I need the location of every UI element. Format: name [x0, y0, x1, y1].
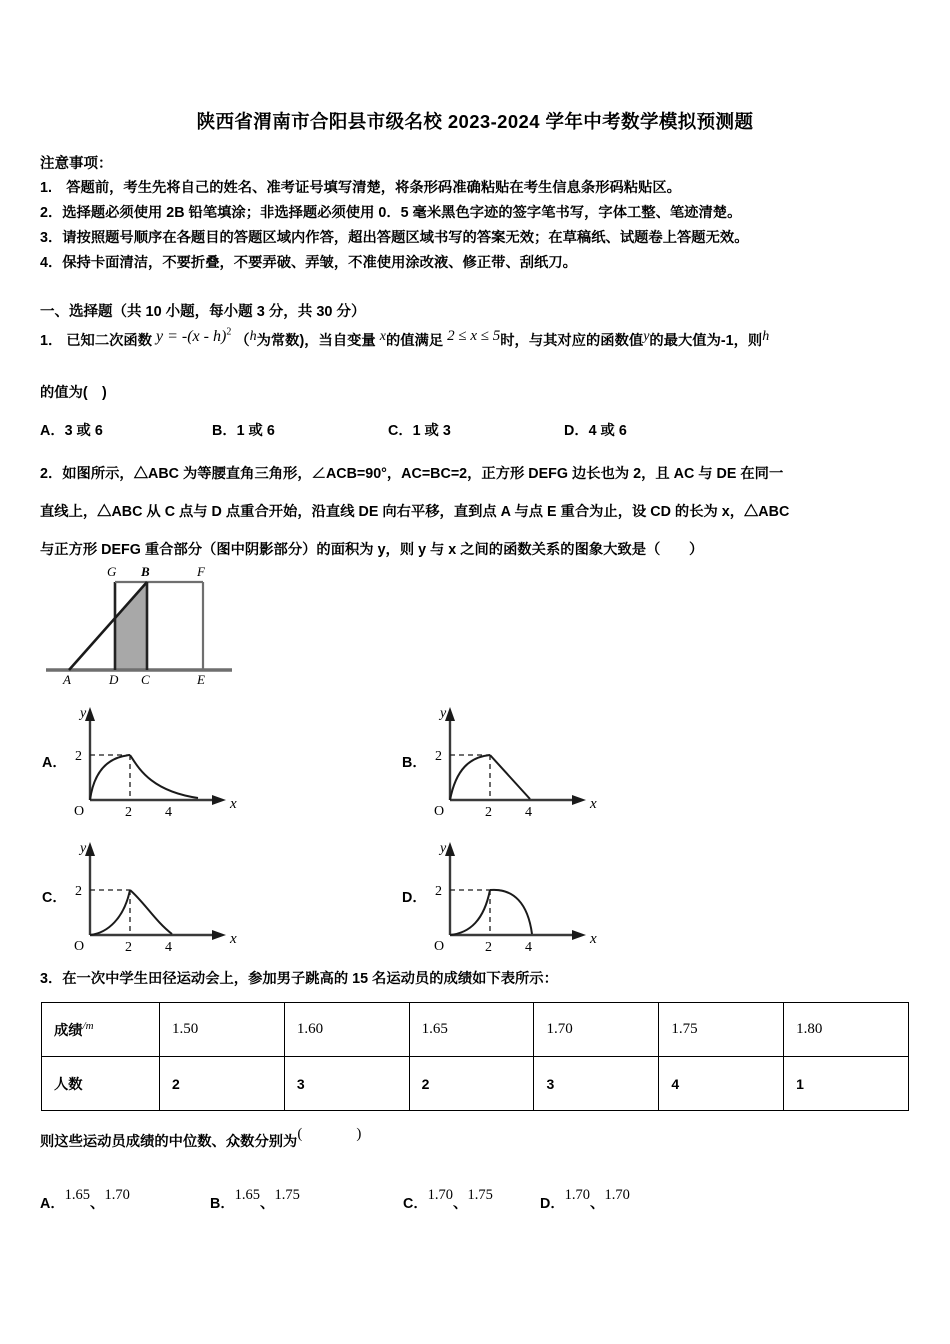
q3-option-b-mode: 1.75	[274, 1187, 300, 1203]
q2-line-2: 直线上，△ABC 从 C 点与 D 点重合开始，沿直线 DE 向右平移，直到点 A 与点 E 重合为止，设 CD 的长为 x，△ABC	[40, 504, 790, 520]
count-cell: 1	[784, 1057, 909, 1111]
q1-text-b: （	[235, 333, 250, 349]
q1-condition: 2 ≤ x ≤ 5	[447, 328, 501, 344]
count-cell: 2	[160, 1057, 285, 1111]
row-label-count: 人数	[42, 1057, 160, 1111]
x-tick-2: 2	[125, 940, 132, 952]
q1-option-b[interactable]: B．1 或 6	[212, 423, 275, 439]
x-tick-4: 4	[165, 940, 172, 952]
question-2-stem	[40, 455, 930, 569]
q3-text: 在一次中学生田径运动会上，参加男子跳高的 15 名运动员的成绩如下表所示：	[62, 971, 558, 987]
question-3-stem	[40, 968, 558, 988]
count-cell: 3	[534, 1057, 659, 1111]
figure-label-g: G	[107, 564, 117, 579]
q2-option-c-graph[interactable]	[68, 840, 248, 952]
q1-text-d: 的值满足	[385, 333, 444, 349]
line-descending	[490, 755, 530, 799]
score-cell: 1.50	[160, 1003, 285, 1057]
q1-text-a: 已知二次函数	[66, 333, 153, 349]
origin-label: O	[74, 939, 85, 952]
figure-label-a: A	[63, 672, 71, 685]
q3-option-a[interactable]: A．1.65、1.70	[40, 1187, 130, 1212]
x-axis-arrow	[572, 795, 586, 805]
x-tick-2: 2	[125, 805, 132, 817]
q2-option-a-graph[interactable]	[68, 705, 248, 817]
q1-number: 1．	[40, 333, 63, 349]
notice-item: 1. 答题前，考生先将自己的姓名、准考证号填写清楚，将条形码准确粘贴在考生信息条形码粘贴区。	[40, 180, 681, 196]
q3-option-b[interactable]: B．1.65、1.75	[210, 1187, 300, 1212]
curve-rising	[90, 755, 130, 800]
score-cell: 1.65	[409, 1003, 534, 1057]
shaded-overlap-region	[115, 582, 147, 670]
q2-option-d-graph[interactable]	[428, 840, 608, 952]
figure-label-e: E	[197, 672, 205, 685]
x-tick-2: 2	[485, 940, 492, 952]
scores-table	[41, 1002, 909, 1111]
y-axis-arrow	[445, 707, 455, 721]
notice-item: 4．保持卡面清洁，不要折叠，不要弄破、弄皱，不准使用涂改液、修正带、刮纸刀。	[40, 255, 577, 271]
origin-label: O	[434, 804, 445, 817]
notice-heading: 注意事项：	[40, 156, 113, 172]
q3-option-c-median: 1.70	[427, 1187, 453, 1203]
y-tick-2: 2	[75, 884, 82, 899]
q1-text-e: 时，与其对应的函数值	[500, 333, 644, 349]
y-axis-label: y	[80, 841, 87, 856]
x-tick-4: 4	[525, 805, 532, 817]
q2-option-d-label[interactable]: D．	[402, 890, 427, 906]
x-axis-label: x	[230, 796, 237, 812]
count-cell: 4	[659, 1057, 784, 1111]
origin-label: O	[74, 804, 85, 817]
score-cell: 1.75	[659, 1003, 784, 1057]
curve-descending	[490, 890, 532, 934]
q3-option-d-median: 1.70	[564, 1187, 590, 1203]
q3-option-b-median: 1.65	[234, 1187, 260, 1203]
q2-geometry-figure	[42, 560, 237, 685]
q3-answer-parenthesis: ( )	[297, 1126, 370, 1142]
x-axis-arrow	[572, 930, 586, 940]
x-axis-label: x	[590, 796, 597, 812]
figure-label-d: D	[109, 672, 119, 685]
q2-text-1: 如图所示，△ABC 为等腰直角三角形，∠ACB=90°，AC=BC=2，正方形 DEFG 边长也为 2，且 AC 与 DE 在同一	[62, 466, 784, 482]
q3-option-d[interactable]: D．1.70、1.70	[540, 1187, 630, 1212]
q3-option-c[interactable]: C．1.70、1.75	[403, 1187, 493, 1212]
y-tick-2: 2	[75, 749, 82, 764]
q3-option-a-median: 1.65	[64, 1187, 90, 1203]
x-axis-arrow	[212, 795, 226, 805]
score-cell: 1.70	[534, 1003, 659, 1057]
score-cell: 1.60	[284, 1003, 409, 1057]
curve-decay	[130, 755, 198, 798]
question-1-stem-line2: 的值为( )	[40, 385, 107, 401]
x-axis-label: x	[230, 931, 237, 947]
q2-option-b-label[interactable]: B．	[402, 755, 427, 771]
count-cell: 3	[284, 1057, 409, 1111]
q2-number: 2．	[40, 466, 63, 482]
q1-var-h-tail: h	[762, 329, 770, 344]
y-axis-arrow	[85, 842, 95, 856]
x-axis-label: x	[590, 931, 597, 947]
q1-var-h: h	[249, 329, 257, 344]
q1-var-y: y	[643, 329, 650, 344]
q3-number: 3．	[40, 971, 63, 987]
curve-rising	[90, 890, 130, 935]
score-cell: 1.80	[784, 1003, 909, 1057]
q1-formula: y = -(x - h)$^2$	[156, 326, 232, 345]
q3-option-c-mode: 1.75	[467, 1187, 493, 1203]
curve-rising	[450, 755, 490, 800]
notice-item: 3．请按照题号顺序在各题目的答题区域内作答，超出答题区域书写的答案无效；在草稿纸、试题卷上答题无效。	[40, 230, 749, 246]
figure-label-c: C	[141, 672, 150, 685]
origin-label: O	[434, 939, 445, 952]
y-axis-label: y	[440, 841, 447, 856]
notice-list	[40, 176, 930, 276]
y-tick-2: 2	[435, 749, 442, 764]
page-title: 陕西省渭南市合阳县市级名校 2023-2024 学年中考数学模拟预测题	[196, 111, 754, 132]
x-axis-arrow	[212, 930, 226, 940]
figure-label-f: F	[197, 564, 205, 579]
x-tick-4: 4	[525, 940, 532, 952]
table-row-scores	[42, 1003, 909, 1057]
notice-item: 2．选择题必须使用 2B 铅笔填涂；非选择题必须使用 0．5 毫米黑色字迹的签字笔书写，字体工整、笔迹清楚。	[40, 205, 742, 221]
x-tick-2: 2	[485, 805, 492, 817]
y-axis-arrow	[85, 707, 95, 721]
y-tick-2: 2	[435, 884, 442, 899]
q1-text-c: 为常数)，当自变量	[256, 333, 376, 349]
q2-option-a-label[interactable]: A．	[42, 755, 67, 771]
curve-rising	[450, 890, 490, 935]
figure-label-b: B	[141, 564, 150, 579]
q1-option-d[interactable]: D．4 或 6	[564, 423, 627, 439]
q1-option-a[interactable]: A．3 或 6	[40, 423, 103, 439]
q3-option-d-mode: 1.70	[604, 1187, 630, 1203]
q3-prompt-text: 则这些运动员成绩的中位数、众数分别为	[40, 1134, 298, 1150]
q2-option-b-graph[interactable]	[428, 705, 608, 817]
question-1-stem	[40, 326, 940, 350]
q3-option-a-mode: 1.70	[104, 1187, 130, 1203]
question-3-prompt	[40, 1126, 370, 1151]
row-label-score: 成绩$^{/m}$	[42, 1003, 160, 1057]
q2-option-c-label[interactable]: C．	[42, 890, 67, 906]
q1-option-c[interactable]: C．1 或 3	[388, 423, 451, 439]
q1-text-f: 的最大值为-1，则	[649, 333, 763, 349]
q2-line-3: 与正方形 DEFG 重合部分（图中阴影部分）的面积为 y，则 y 与 x 之间的函数关系的图象大致是（ ）	[40, 542, 704, 558]
x-tick-4: 4	[165, 805, 172, 817]
curve-descending	[130, 890, 172, 934]
q1-var-x: x	[379, 329, 386, 344]
y-axis-arrow	[445, 842, 455, 856]
y-axis-label: y	[440, 706, 447, 721]
count-cell: 2	[409, 1057, 534, 1111]
q2-line-1	[40, 455, 930, 493]
y-axis-label: y	[80, 706, 87, 721]
section-heading: 一、选择题（共 10 小题，每小题 3 分，共 30 分）	[40, 304, 366, 320]
unit-label: /m	[82, 1019, 94, 1032]
table-row-counts	[42, 1057, 909, 1111]
